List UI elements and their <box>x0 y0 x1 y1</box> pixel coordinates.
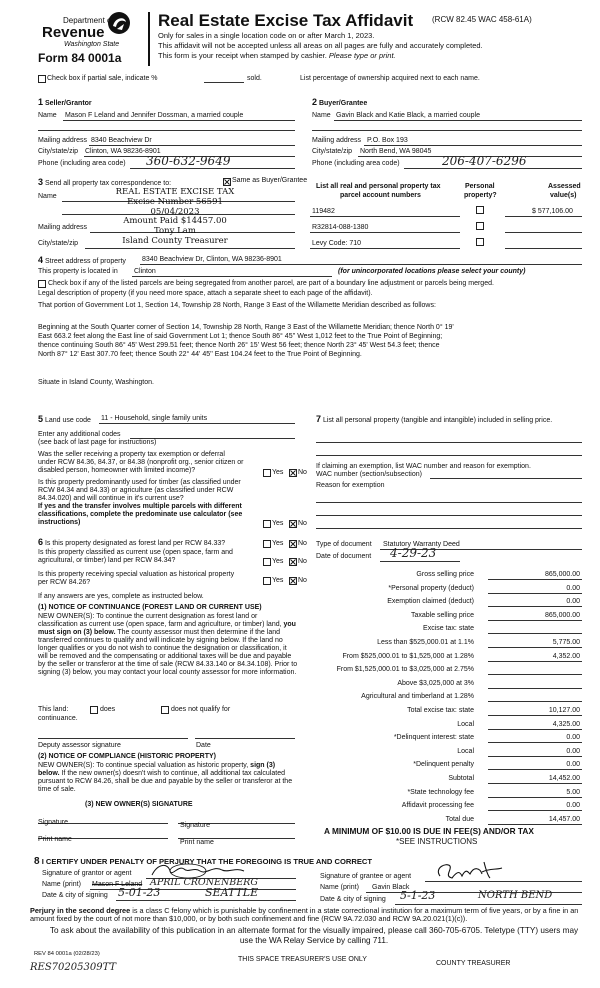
forest-q2: Is this property classified as current use (open space, farm and agricultural, or timber) land per RCW 84.34? <box>38 549 233 565</box>
perjury-notice: Perjury in the second degree is a class C felony which is punishable by confinement in a state correctional institution for a maximum term of five years, or by a fine in an amount fixed by the court of not more than $10,000, or by both such confinement and fine (RCW 9A.72.030 and RCW 9A.20.021(1)(c)). <box>30 906 579 924</box>
notice-1-heading: (1) NOTICE OF CONTINUANCE (FOREST LAND OR CURRENT USE) <box>38 604 262 611</box>
timber-question-bold: If yes and the transfer involves multiple parcels with different classifications, complete the predominate use calculator (see instructions) <box>38 503 243 527</box>
tax-row-value[interactable]: 865,000.00 <box>544 611 580 619</box>
parcels-header-1: List all real and personal property tax <box>316 183 441 190</box>
accessibility-notice: To ask about the availability of this publication in an alternate format for the visually impaired, please call 360-705-6705. Teletype (TTY) users may use the WA Relay Service by calling 711. <box>49 926 579 945</box>
form-number: Form 84 0001a <box>38 51 122 65</box>
tax-row-label: Gross selling price <box>416 571 474 578</box>
tax-row-value[interactable]: 14,452.00 <box>548 775 580 782</box>
does-qualify-checkbox[interactable] <box>90 706 98 714</box>
partial-sold-text: sold. <box>247 75 262 82</box>
grantee-date[interactable]: 5-1-23 <box>400 889 436 902</box>
exemption-claim-text: If claiming an exemption, list WAC number and reason for exemption. <box>316 463 531 470</box>
form-title: Real Estate Excise Tax Affidavit <box>158 11 414 30</box>
seller-city-label: City/state/zip <box>38 148 79 155</box>
parcel-row[interactable]: R32814-088-1380 <box>312 224 369 231</box>
certify-heading: 8 I CERTIFY UNDER PENALTY OF PERJURY THAT THE FOREGOING IS TRUE AND CORRECT <box>34 856 373 867</box>
timber-yes-checkbox[interactable] <box>263 520 271 528</box>
tax-row-label: Total due <box>445 815 474 823</box>
tax-row-label: Local <box>457 747 474 755</box>
land-use-value[interactable]: 11 - Household, single family units <box>101 415 208 422</box>
seller-mail-label: Mailing address <box>38 137 88 144</box>
exemption-yes-checkbox[interactable] <box>263 469 271 477</box>
grantor-signature-label: Signature of grantor or agent <box>42 870 132 877</box>
personal-header-2: property? <box>464 192 497 199</box>
tax-row-value[interactable]: 14,457.00 <box>548 815 580 823</box>
buyer-name[interactable]: Gavin Black and Katie Black, a married couple <box>336 112 480 119</box>
dept-line-1: Department of <box>63 16 114 25</box>
tax-row-value[interactable]: 10,127.00 <box>548 707 580 714</box>
located-value[interactable]: Clinton <box>134 268 156 275</box>
seller-name-label: Name <box>38 112 57 119</box>
assessed-value[interactable]: $ 577,106.00 <box>532 208 573 215</box>
form-revision: REV 84 0001a (02/28/23) <box>34 951 100 957</box>
stamp-line-2: Excise Number 56591 <box>127 196 223 207</box>
tax-row-label: *Delinquent interest: state <box>393 734 474 742</box>
partial-sale-checkbox[interactable] <box>38 75 46 83</box>
seller-phone[interactable]: 360-632-9649 <box>146 154 231 168</box>
forest-q1-no-checkbox[interactable] <box>289 540 297 548</box>
street-label: 4 Street address of property <box>38 255 126 265</box>
seller-heading: 1 Seller/Grantor <box>38 97 92 107</box>
forest-q1-yes-checkbox[interactable] <box>263 540 271 548</box>
tax-row-label: From $1,525,000.01 to $3,025,000 at 2.75% <box>336 666 474 674</box>
stamp-line-4: Amount Paid $14457.00 <box>123 216 227 227</box>
grantor-date[interactable]: 5-01-23 <box>118 886 161 899</box>
document-type-label: Type of document <box>316 541 372 548</box>
same-as-buyer-checkbox[interactable] <box>223 178 231 186</box>
land-use-label: 5 Land use code <box>38 414 91 424</box>
tax-row-label: *State technology fee <box>407 788 474 796</box>
ownership-note: List percentage of ownership acquired next to each name. <box>300 75 480 82</box>
notice-2-body: NEW OWNER(S): To continue special valuation as historic property, sign (3) below. If the new owner(s) doesn't wish to continue, all additional tax calculated pursuant to RCW 84.26, shall be due and payable by the seller or transferor at the time of sale. <box>38 762 293 794</box>
buyer-city-label: City/state/zip <box>312 148 353 155</box>
tax-row-value[interactable]: 0.00 <box>566 761 580 769</box>
personal-checkbox[interactable] <box>476 222 484 230</box>
forest-q2-no-checkbox[interactable] <box>289 558 297 566</box>
tax-row-label: Exemption claimed (deduct) <box>387 598 474 606</box>
header-sub-3: This form is your receipt when stamped by cashier. Please type or print. <box>158 51 396 60</box>
treasurer-stamp <box>100 188 250 247</box>
new-owner-print-2: Print name <box>180 839 214 846</box>
buyer-mail[interactable]: P.O. Box 193 <box>367 137 408 144</box>
grantor-date-label: Date & city of signing <box>42 892 108 899</box>
legal-description[interactable]: Beginning at the South Quarter corner of Section 14, Township 28 North, Range 3 East of the Willamette Meridian; thence North 0° 19' East 663.2 feet along the East line of said Government Lot 1; thence South 86° 45'' West 1,012 feet to the True Point of Beginning; thence continuing South 86° 45' West 299.51 feet; thence North 26° 15' West 56 feet; thence North 23° 45' West 54.3 feet; thence North 87° 12' East 307.70 feet; thence South 22° 44' 45'' East 104.24 feet to the True Point of Beginning. <box>38 324 454 359</box>
tax-row-value[interactable]: 0.00 <box>566 802 580 810</box>
additional-codes-label: Enter any additional codes <box>38 431 121 438</box>
corr-city-label: City/state/zip <box>38 240 79 247</box>
notice-3-heading: (3) NEW OWNER(S) SIGNATURE <box>85 801 193 808</box>
forest-q2-yes-checkbox[interactable] <box>263 558 271 566</box>
forest-q3: Is this property receiving special valuation as historical property per RCW 84.26? <box>38 571 235 587</box>
new-owner-print-1: Print name <box>38 836 72 843</box>
corr-name-label: Name <box>38 193 57 200</box>
located-note: (for unincorporated locations please select your county) <box>338 268 526 275</box>
deputy-date-label: Date <box>196 742 211 749</box>
located-label: This property is located in <box>38 268 118 275</box>
grantor-name-label: Name (print) <box>42 881 81 888</box>
buyer-heading: 2 Buyer/Grantee <box>312 97 368 107</box>
corr-mail-label: Mailing address <box>38 224 88 231</box>
forest-q3-yes-checkbox[interactable] <box>263 577 271 585</box>
minimum-due-notice: A MINIMUM OF $10.00 IS DUE IN FEE(S) AND/OR TAX <box>324 826 534 836</box>
county-treasurer-label: COUNTY TREASURER <box>436 960 511 967</box>
tax-row-label: Agricultural and timberland at 1.28% <box>361 693 474 701</box>
tax-row-value[interactable]: 5,775.00 <box>552 639 580 646</box>
personal-checkbox[interactable] <box>476 206 484 214</box>
forest-q3-no-checkbox[interactable] <box>289 577 297 585</box>
forest-q1: 6 Is this property designated as forest land per RCW 84.33? <box>38 537 226 547</box>
grantor-city[interactable]: SEATTLE <box>205 886 259 899</box>
correspondence-heading: 3 Send all property tax correspondence to: <box>38 177 172 187</box>
same-as-buyer-label: Same as Buyer/Grantee <box>232 177 308 184</box>
tax-row-value[interactable]: 4,325.00 <box>552 720 580 728</box>
assessed-header-1: Assessed <box>548 183 581 190</box>
buyer-city[interactable]: North Bend, WA 98045 <box>360 148 432 155</box>
legal-line-1[interactable]: That portion of Government Lot 1, Section 14, Township 28 North, Range 3 East of the Willamette Meridian described as follows: <box>38 302 436 309</box>
tax-row-value[interactable]: 4,352.00 <box>552 652 580 660</box>
tax-row-value[interactable]: 0.00 <box>566 598 580 606</box>
stamp-line-5: Tony Lam <box>154 226 196 237</box>
seller-name[interactable]: Mason F Leland and Jennifer Dossman, a married couple <box>65 112 244 119</box>
see-instructions: *SEE INSTRUCTIONS <box>396 837 478 846</box>
timber-no-checkbox[interactable] <box>289 520 297 528</box>
exemption-no-checkbox[interactable] <box>289 469 297 477</box>
seller-phone-label: Phone (including area code) <box>38 160 126 167</box>
buyer-phone-label: Phone (including area code) <box>312 160 400 167</box>
notice-1-body: NEW OWNER(S): To continue the current designation as forest land or classification as current use (open space, farm and agriculture, or timber) land, you must sign on (3) below. The county assessor must then determine if the land transferred continues to qualify and will indicate by signing below. If the land no longer qualifies or you do not wish to continue the designation or classification, it will be removed and the compensating or additional taxes will be due and payable by the seller or transferor at the time of sale (RCW 84.33.140 or 84.34.108). Prior to signing (3) below, you may contact your local county assessor for more information. <box>38 613 298 677</box>
tax-row-label: *Delinquent penalty <box>413 761 474 769</box>
grantee-name[interactable]: Gavin Black <box>372 884 410 891</box>
header-sub-1: Only for sales in a single location code on or after March 1, 2023. <box>158 31 375 40</box>
document-date[interactable]: 4-29-23 <box>390 546 437 560</box>
partial-pct-line <box>204 82 244 83</box>
header-divider <box>148 12 150 66</box>
tax-row-label: Excise tax: state <box>423 625 474 633</box>
tax-row-label: Above $3,025,000 at 3% <box>397 679 474 687</box>
tax-row-label: Local <box>457 720 474 728</box>
parcels-header-2: parcel account numbers <box>340 192 421 199</box>
additional-codes-note: (see back of last page for instructions) <box>38 439 157 446</box>
street-address[interactable]: 8340 Beachview Dr, Clinton, WA 98236-8901 <box>142 256 282 263</box>
tax-row-label: Less than $525,000.01 at 1.1% <box>377 639 474 646</box>
timber-question: Is this property predominantly used for timber (as classified under RCW 84.34 and 84.33) or agriculture (as classified under RCW 84.34.020) and will continue in it's current use? <box>38 479 241 503</box>
new-owner-signature-1: Signature <box>38 819 68 826</box>
reason-label: Reason for exemption <box>316 482 385 489</box>
tax-row-label: From $525,000.01 to $1,525,000 at 1.28% <box>342 652 474 660</box>
deputy-signature-label: Deputy assessor signature <box>38 742 121 749</box>
wac-label: WAC number (section/subsection) <box>316 471 422 478</box>
handwritten-reference: RES70205309TT <box>30 962 117 973</box>
buyer-name-label: Name <box>312 112 331 119</box>
buyer-mail-label: Mailing address <box>312 137 362 144</box>
dept-line-3: Washington State <box>64 41 120 48</box>
grantor-name[interactable]: APRIL CRONENBERG <box>150 877 258 888</box>
assessed-header-2: value(s) <box>550 192 577 199</box>
form-rcw: (RCW 82.45 WAC 458-61A) <box>432 15 532 24</box>
tax-row-label: Taxable selling price <box>410 611 474 619</box>
tax-row-value[interactable]: 0.00 <box>566 584 580 592</box>
buyer-phone[interactable]: 206-407-6296 <box>442 154 527 168</box>
legal-situate[interactable]: Situate in Island County, Washington. <box>38 379 154 386</box>
tax-row-label: Total excise tax: state <box>407 707 474 714</box>
tax-row-label: *Personal property (deduct) <box>388 584 474 592</box>
tax-row-value[interactable]: 865,000.00 <box>544 571 580 578</box>
legal-label: Legal description of property (if you need more space, attach a separate sheet to each page of the affidavit). <box>38 290 373 297</box>
grantee-date-label: Date & city of signing <box>320 896 386 903</box>
personal-header-1: Personal <box>465 183 495 190</box>
partial-sale-text: Check box if partial sale, indicate % <box>47 75 158 82</box>
tax-row-value[interactable]: 0.00 <box>566 747 580 755</box>
seller-city[interactable]: Clinton, WA 98236-8901 <box>85 148 161 155</box>
tax-row-value[interactable]: 5.00 <box>566 788 580 796</box>
tax-row-label: Subtotal <box>448 775 474 782</box>
grantee-name-label: Name (print) <box>320 884 359 891</box>
document-date-label: Date of document <box>316 553 372 560</box>
exemption-question: Was the seller receiving a property tax exemption or deferral under RCW 84.36, 84.37, or 84.38 (nonprofit org., senior citizen or disabled person, homeowner with limited income)? <box>38 451 244 475</box>
notice-2-heading: (2) NOTICE OF COMPLIANCE (HISTORIC PROPERTY) <box>38 753 216 760</box>
new-owner-signature-2: Signature <box>180 822 210 829</box>
segregated-text: Check box if any of the listed parcels are being segregated from another parcel, are part of a boundary line adjustment or parcels being merged. <box>48 280 494 287</box>
grantee-city[interactable]: NORTH BEND <box>478 890 553 901</box>
treasurer-use-only: THIS SPACE TREASURER'S USE ONLY <box>238 956 367 963</box>
seller-mail[interactable]: 8340 Beachview Dr <box>91 137 152 144</box>
parcel-row[interactable]: 119482 <box>312 208 335 215</box>
grantor-name-struck: Mason F Leland <box>92 881 143 888</box>
tax-row-value[interactable]: 0.00 <box>566 734 580 742</box>
stamp-line-1: REAL ESTATE EXCISE TAX <box>115 187 235 197</box>
tax-row-label: Affidavit processing fee <box>401 802 474 810</box>
document-type[interactable]: Statutory Warranty Deed <box>383 541 460 548</box>
stamp-line-3: 05/04/2023 <box>150 206 200 217</box>
dept-line-2: Revenue <box>42 24 105 41</box>
personal-checkbox[interactable] <box>476 238 484 246</box>
grantee-signature-label: Signature of grantee or agent <box>320 873 412 880</box>
stamp-line-6: Island County Treasurer <box>122 235 228 246</box>
segregated-checkbox[interactable] <box>38 280 46 288</box>
this-land-label: This land: <box>38 706 69 713</box>
if-any-yes: If any answers are yes, complete as instructed below. <box>38 593 204 600</box>
parcel-row[interactable]: Levy Code: 710 <box>312 240 362 247</box>
does-not-qualify-checkbox[interactable] <box>161 706 169 714</box>
personal-property-label: 7 List all personal property (tangible and intangible) included in selling price. <box>316 414 553 424</box>
header-sub-2: This affidavit will not be accepted unless all areas on all pages are fully and accurately completed. <box>158 41 483 50</box>
